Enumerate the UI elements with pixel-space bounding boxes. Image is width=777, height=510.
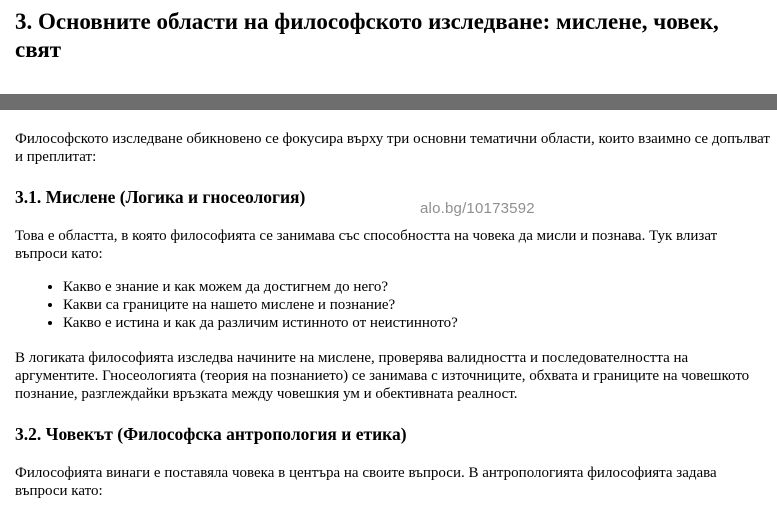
page-title: 3. Основните области на философското изследване: мислене, човек, свят — [15, 9, 719, 62]
questions-list — [15, 278, 770, 332]
list-item: • Какво е истина и как да различим истинното от неистинното? — [63, 314, 770, 332]
logic-paragraph: Това е областта, в която философията се занимава със способността на човека да мисли и познава. Тук влизат въпроси като: — [15, 228, 718, 262]
list-item: • Какви са границите на нашето мислене и познание? — [63, 296, 770, 314]
logic-description: В логиката философията изследва начините на мислене, проверява валидността и последователността на аргументите. Гносеологията (теория на познанието) се занимава с източниците, обхвата и границите на човешкото познание, разглеждайки връзката между човешкия ум и обективната реалност. — [15, 350, 750, 402]
list-item: • Какво е знание и как можем да достигнем до него? — [63, 278, 770, 296]
watermark: alo.bg/10173592 — [420, 200, 535, 217]
intro-paragraph: Философското изследване обикновено се фокусира върху три основни тематични области, които взаимно се допълват и преплитат: — [15, 131, 770, 165]
section-divider — [0, 94, 777, 110]
section-heading-logic: 3.1. Мислене (Логика и гносеология) — [15, 187, 306, 207]
man-paragraph: Философията винаги е поставяла човека в центъра на своите въпроси. В антропологията философията задава въпроси като: — [15, 465, 717, 499]
section-heading-man: 3.2. Човекът (Философска антропология и етика) — [15, 424, 407, 444]
article-body — [15, 130, 770, 500]
